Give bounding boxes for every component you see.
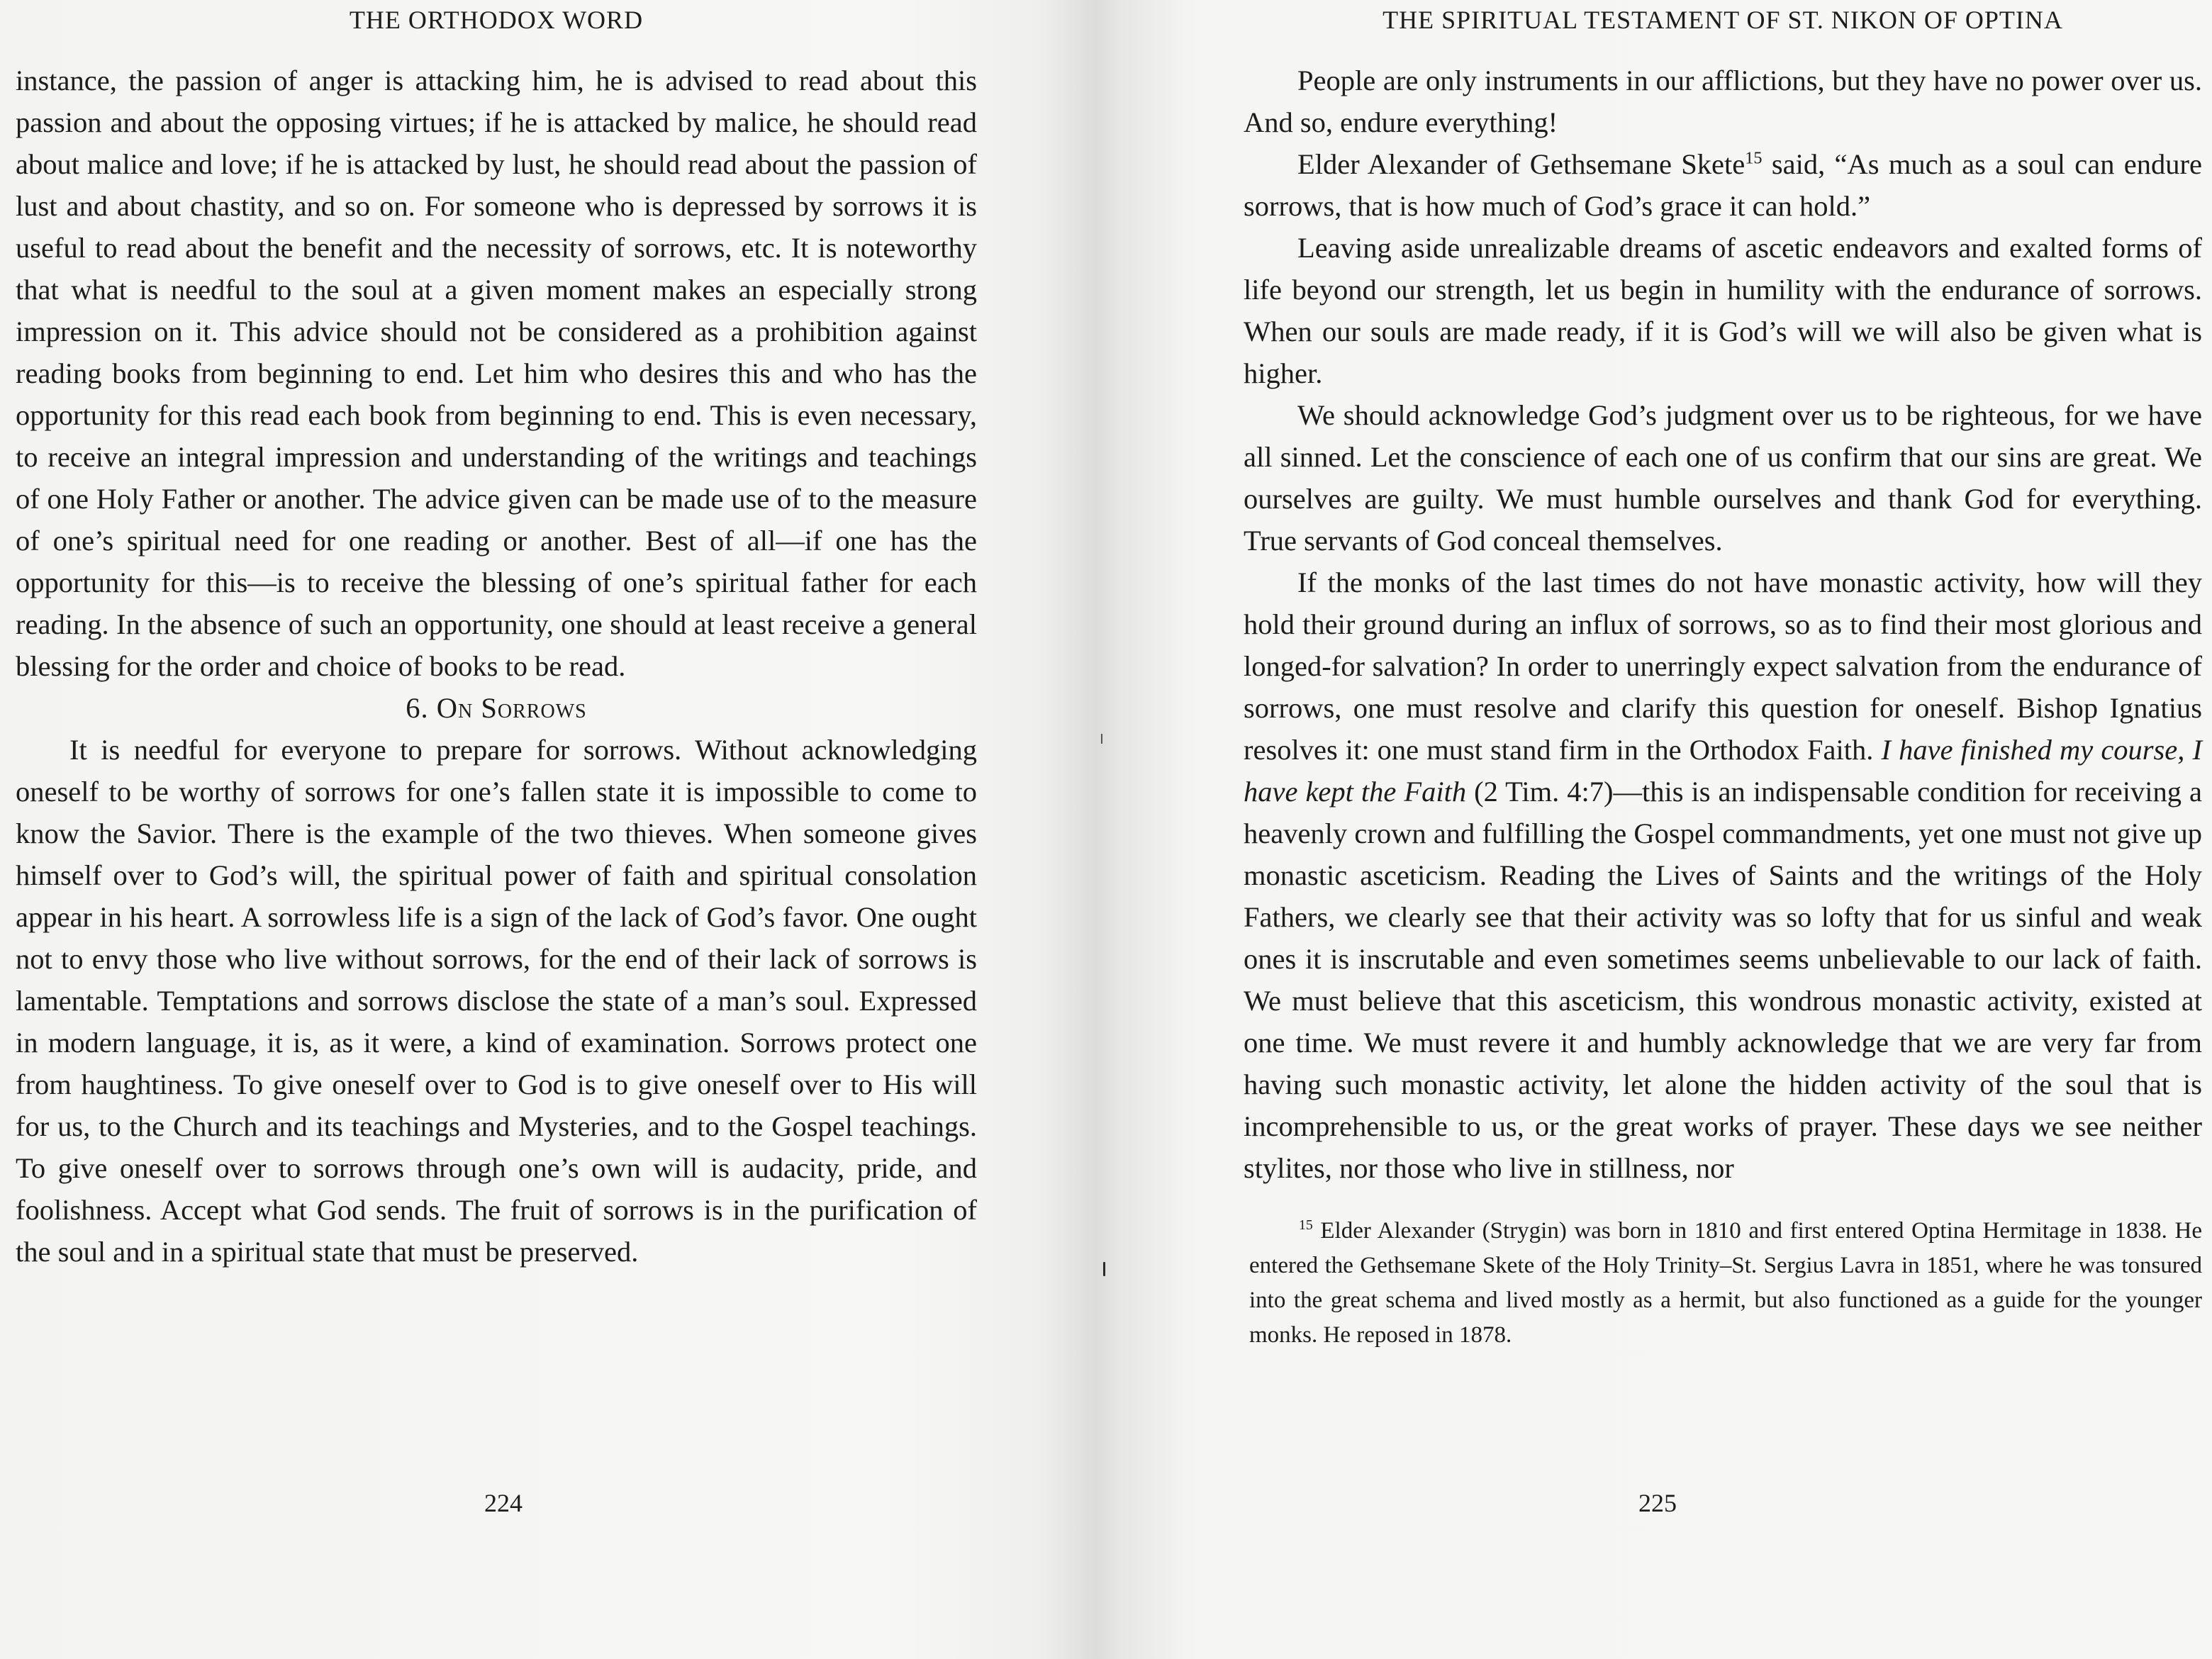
- left-page: [16, 0, 977, 1659]
- left-page-body: [16, 60, 977, 1273]
- section-heading: 6. On Sorrows: [406, 692, 587, 724]
- footnote-number: 15: [1299, 1217, 1313, 1233]
- elder-alexander-text: Elder Alexander of Gethsemane Skete: [1297, 148, 1745, 180]
- sorrows-paragraph: It is needful for everyone to prepare for sorrows. Without acknowledging oneself to be worthy of sorrows for one’s fallen state it is impossible to come to know the Savior. There is the example of the two thieves. When someone gives himself over to God’s will, the spiritual power of faith and spiritual consolation appear in his heart. A sorrowless life is a sign of the lack of God’s favor. One ought not to envy those who live without sorrows, for the end of their lack of sorrows is lamentable. Temptations and sorrows disclose the state of a man’s soul. Expressed in modern language, it is, as it were, a kind of examination. Sorrows protect one from haughtiness. To give oneself over to God is to give oneself over to His will for us, to the Church and its teachings and Mysteries, and to the Gospel teachings. To give oneself over to sorrows through one’s own will is audacity, pride, and foolishness. Accept what God sends. The fruit of sorrows is in the purification of the soul and in a spiritual state that must be preserved.: [16, 734, 977, 1268]
- footnote: [1249, 1214, 2202, 1353]
- paragraph-humility: Leaving aside unrealizable dreams of ascetic endeavors and exalted forms of life beyond our strength, let us begin in humility with the endurance of sorrows. When our souls are made ready, if it is God’s will we will also be given what is higher.: [1244, 232, 2202, 389]
- last-times-text: If the monks of the last times do not have monastic activity, how will they hold their ground during an influx of sorrows, so as to find their most glorious and longed-for salvation? In order to unerringly expect salvation from the endurance of sorrows, one must resolve and clarify this question for oneself. Bishop Ignatius resolves it: one must stand firm in the Orthodox Faith.: [1244, 566, 2202, 766]
- scripture-quote: I have finished my course, I have kept the Faith: [1244, 734, 2202, 808]
- paragraph-elder-alexander: [1244, 143, 2202, 227]
- right-page-body: [1244, 60, 2202, 1189]
- page-number-right: 225: [1638, 1489, 1677, 1517]
- running-head-right: THE SPIRITUAL TESTAMENT OF ST. NIKON OF OPTINA: [1382, 6, 2063, 34]
- running-head-left: THE ORTHODOX WORD: [349, 6, 644, 34]
- gutter-mark: [1103, 1262, 1105, 1276]
- footnote-reference: 15: [1745, 148, 1763, 168]
- right-page: [1244, 0, 2202, 1659]
- page-number-left: 224: [484, 1489, 523, 1517]
- paragraph-judgment: We should acknowledge God’s judgment over us to be righteous, for we have all sinned. Let the conscience of each one of us confirm that our sins are great. We ourselves are guilty. We must humble ourselves and thank God for everything. True servants of God conceal themselves.: [1244, 399, 2202, 557]
- elder-alexander-quote: said, “As much as a soul can endure sorrows, that is how much of God’s grace it can hold.”: [1244, 148, 2202, 222]
- paragraph-last-times: [1244, 562, 2202, 1189]
- footnote-text: Elder Alexander (Strygin) was born in 1810 and first entered Optina Hermitage in 1838. He entered the Gethsemane Skete of the Holy Trinity–St. Sergius Lavra in 1851, where he was tonsured into the great schema and lived mostly as a hermit, but also functioned as a guide for the younger monks. He reposed in 1878.: [1249, 1218, 2202, 1348]
- continued-paragraph: instance, the passion of anger is attacking him, he is advised to read about this passion and about the opposing virtues; if he is attacked by malice, he should read about malice and love; if he is attacked by lust, he should read about the passion of lust and about chastity, and so on. For someone who is depressed by sorrows it is useful to read about the benefit and the necessity of sorrows, etc. It is noteworthy that what is needful to the soul at a given moment makes an especially strong impression on it. This advice should not be considered as a prohibition against reading books from beginning to end. Let him who desires this and who has the opportunity for this read each book from beginning to end. This is even necessary, to receive an integral impression and understanding of the writings and teachings of one Holy Father or another. The advice given can be made use of to the measure of one’s spiritual need for one reading or another. Best of all—if one has the opportunity for this—is to receive the blessing of one’s spiritual father for each reading. In the absence of such an opportunity, one should at least receive a general blessing for the order and choice of books to be read.: [16, 65, 977, 682]
- last-times-continued: (2 Tim. 4:7)—this is an indispensable condition for receiving a heavenly crown and fulfilling the Gospel commandments, yet one must not give up monastic asceticism. Reading the Lives of Saints and the writings of the Holy Fathers, we clearly see that their activity was so lofty that for us sinful and weak ones it is inscrutable and even sometimes seems unbelievable to our lack of faith. We must believe that this asceticism, this wondrous monastic activity, existed at one time. We must revere it and humbly acknowledge that we are very far from having such monastic activity, let alone the hidden activity of the soul that is incomprehensible to us, or the great works of prayer. These days we see neither stylites, nor those who live in stillness, nor: [1244, 776, 2203, 1184]
- gutter-mark-small: [1101, 734, 1102, 744]
- paragraph-instruments: People are only instruments in our afflictions, but they have no power over us. And so, endure everything!: [1244, 65, 2202, 138]
